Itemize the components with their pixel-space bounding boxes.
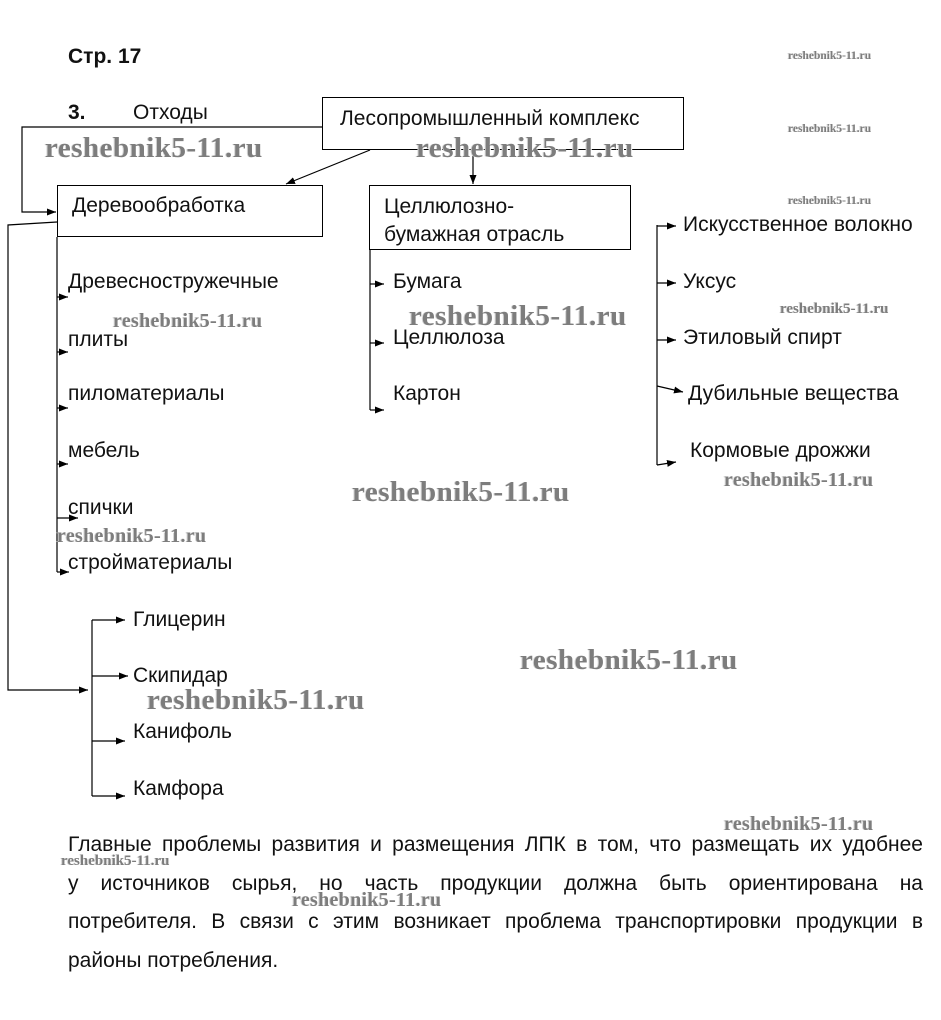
watermark: reshebnik5-11.ru: [61, 853, 170, 869]
watermark: reshebnik5-11.ru: [57, 525, 207, 547]
woodworking-item: плиты: [68, 328, 129, 351]
wood-chemistry-item: Скипидар: [133, 664, 228, 687]
watermark: reshebnik5-11.ru: [416, 132, 634, 164]
arrow-complex-to-woodworking: [286, 150, 370, 184]
pulp-paper-label-line1: Целлюлозно-: [384, 195, 515, 218]
watermark: reshebnik5-11.ru: [520, 644, 738, 676]
conclusion-line: районы потребления.: [68, 949, 279, 972]
watermark: reshebnik5-11.ru: [352, 476, 570, 508]
watermark: reshebnik5-11.ru: [788, 123, 872, 135]
woodworking-item: пиломатериалы: [68, 382, 225, 405]
watermark: reshebnik5-11.ru: [788, 50, 872, 62]
watermark: reshebnik5-11.ru: [788, 195, 872, 207]
woodworking-box: [57, 185, 323, 237]
woodworking-item: Древесностружечные: [68, 270, 279, 293]
conclusion-line: потребителя. В связи с этим возникает проблема транспортировки продукции в: [68, 910, 923, 933]
woodworking-label: Деревообработка: [72, 194, 246, 217]
woodworking-item: мебель: [68, 439, 140, 462]
chemical-branch-arrow: [657, 462, 676, 465]
pulp-paper-box: [369, 185, 631, 250]
chemical-item: Этиловый спирт: [683, 326, 842, 349]
task-number: 3.: [68, 101, 86, 124]
chemical-item: Искусственное волокно: [683, 213, 913, 236]
wood-chemistry-item: Канифоль: [133, 720, 232, 743]
pulp-paper-item: Картон: [393, 382, 461, 405]
conclusion-line: у источников сырья, но часть продукции должна быть ориентирована на: [68, 872, 923, 895]
conclusion-line: Главные проблемы развития и размещения ЛПК в том, что размещать их удобнее: [68, 833, 923, 856]
woodworking-item: спички: [68, 496, 134, 519]
waste-label: Отходы: [133, 101, 208, 124]
watermark: reshebnik5-11.ru: [724, 813, 874, 835]
chemical-item: Уксус: [683, 270, 737, 293]
wood-chemistry-item: Камфора: [133, 777, 224, 800]
watermark: reshebnik5-11.ru: [409, 300, 627, 332]
watermark: reshebnik5-11.ru: [292, 889, 442, 911]
watermark: reshebnik5-11.ru: [45, 132, 263, 164]
pulp-paper-label-line2: бумажная отрасль: [384, 223, 565, 246]
root-label: Лесопромышленный комплекс: [340, 107, 640, 130]
watermark: reshebnik5-11.ru: [780, 301, 889, 317]
watermark: reshebnik5-11.ru: [724, 469, 874, 491]
wood-chemistry-item: Глицерин: [133, 608, 226, 631]
page-number: Стр. 17: [68, 45, 142, 68]
watermark: reshebnik5-11.ru: [147, 684, 365, 716]
pulp-paper-item: Целлюлоза: [393, 326, 505, 349]
chemical-branch-arrow: [657, 386, 683, 392]
watermark: reshebnik5-11.ru: [113, 310, 263, 332]
chemical-item: Кормовые дрожжи: [690, 439, 871, 462]
woodworking-item: стройматериалы: [68, 551, 233, 574]
chemical-item: Дубильные вещества: [688, 382, 899, 405]
pulp-paper-item: Бумага: [393, 270, 462, 293]
